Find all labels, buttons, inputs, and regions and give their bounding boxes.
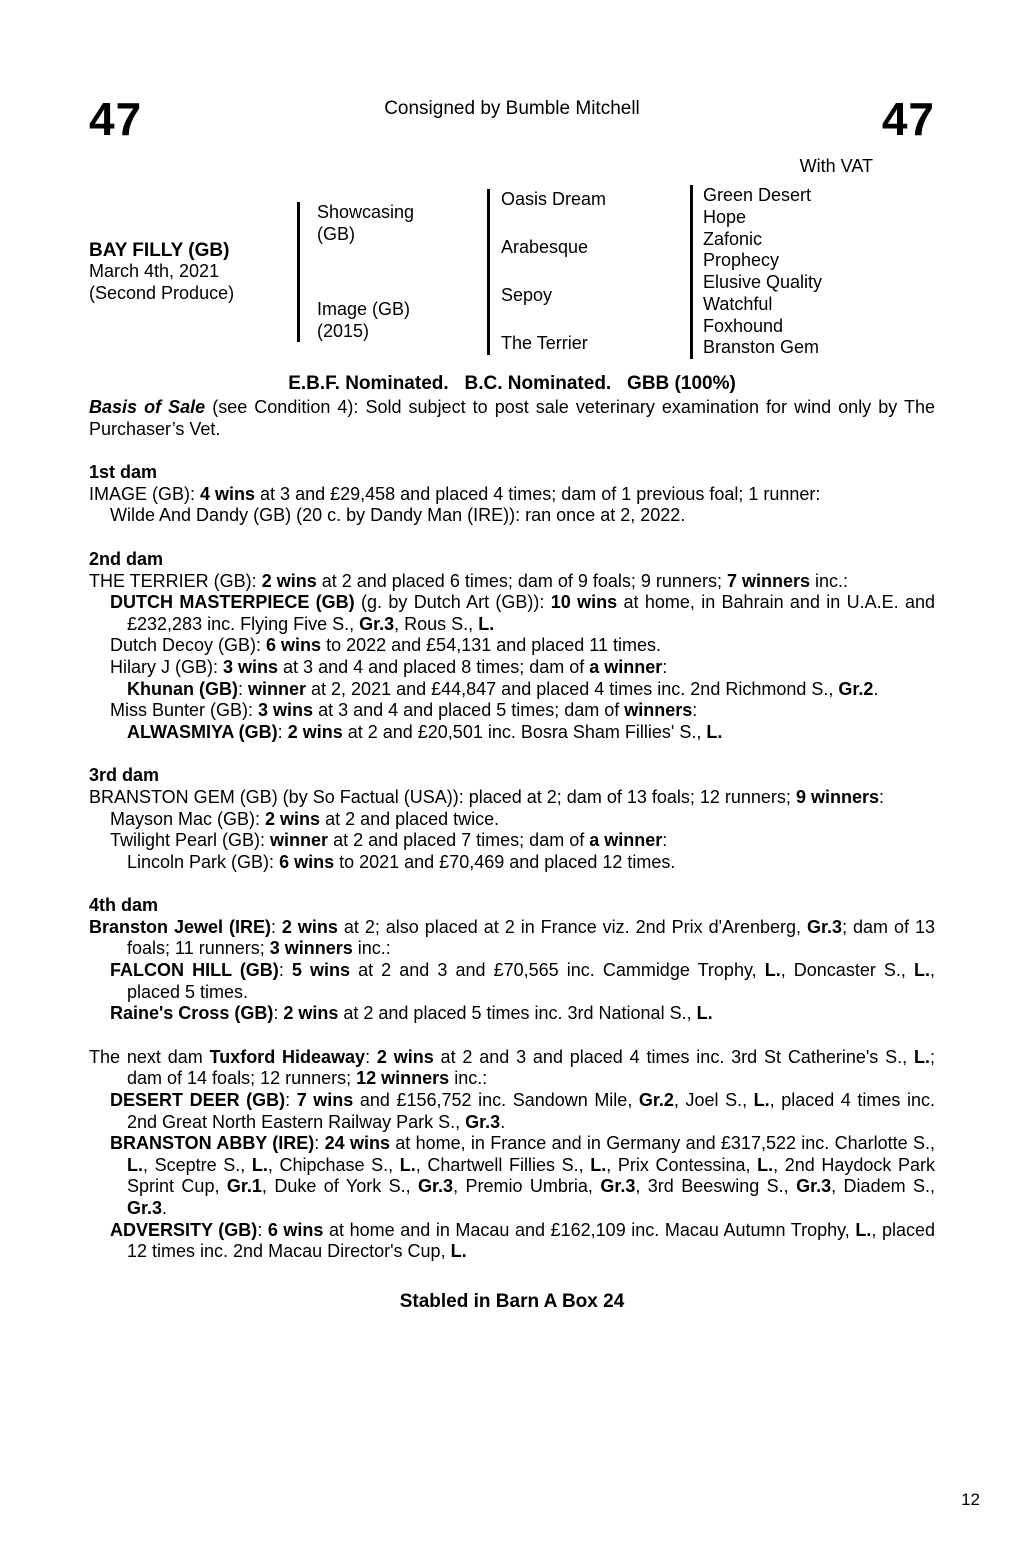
page-header xyxy=(89,93,935,145)
dam-section xyxy=(89,1047,935,1263)
pedigree-paragraph: Wilde And Dandy (GB) (20 c. by Dandy Man (IRE)): ran once at 2, 2022. xyxy=(110,505,686,526)
pedigree-paragraph: IMAGE (GB): 4 wins at 3 and £29,458 and placed 4 times; dam of 1 previous foal; 1 runner: xyxy=(89,483,821,504)
grandsire: Oasis Dream xyxy=(501,189,607,209)
pedigree-paragraph: THE TERRIER (GB): 2 wins at 2 and placed 6 times; dam of 9 foals; 9 runners; 7 winners inc.: xyxy=(89,570,848,591)
pedigree-generation-2 xyxy=(487,189,690,355)
pedigree-paragraph: Branston Jewel (IRE): 2 wins at 2; also placed at 2 in France viz. 2nd Prix d'Arenberg, Gr.3; dam of 13 foals; 11 runners; 3 winners inc.: xyxy=(89,916,935,959)
gen3-ancestor: Prophecy xyxy=(703,250,780,271)
dam-heading: 2nd dam xyxy=(89,548,164,569)
pedigree-table xyxy=(89,185,935,359)
gen3-ancestor: Foxhound xyxy=(703,315,784,336)
second-dam: The Terrier xyxy=(501,333,588,354)
pedigree-paragraph: Khunan (GB): winner at 2, 2021 and £44,847 and placed 4 times inc. 2nd Richmond S., Gr.2. xyxy=(127,678,879,699)
sire-suffix: (GB) xyxy=(317,223,355,244)
basis-of-sale: Basis of Sale (see Condition 4): Sold subject to post sale veterinary examination for wind only by The Purchaser’s Vet. xyxy=(89,397,935,439)
dam-year: (2015) xyxy=(317,320,370,341)
damsire: Sepoy xyxy=(501,285,553,306)
pedigree-paragraph: ADVERSITY (GB): 6 wins at home and in Macau and £162,109 inc. Macau Autumn Trophy, L., placed 12 times inc. 2nd Macau Director's Cup, L. xyxy=(110,1219,935,1262)
gen3-ancestor: Watchful xyxy=(703,293,773,314)
dam-heading: 3rd dam xyxy=(89,765,160,786)
pedigree-generation-3 xyxy=(690,185,935,359)
stabling-note: Stabled in Barn A Box 24 xyxy=(399,1290,625,1312)
gen3-ancestor: Branston Gem xyxy=(703,337,820,358)
foaling-date: March 4th, 2021 xyxy=(89,261,220,282)
pedigree-paragraph: Twilight Pearl (GB): winner at 2 and placed 7 times; dam of a winner: xyxy=(110,830,668,851)
granddam: Arabesque xyxy=(501,237,589,258)
produce-note: (Second Produce) xyxy=(89,282,235,303)
pedigree-paragraph: Mayson Mac (GB): 2 wins at 2 and placed twice. xyxy=(110,808,500,829)
pedigree-paragraph: DESERT DEER (GB): 7 wins and £156,752 inc. Sandown Mile, Gr.2, Joel S., L., placed 4 times inc. 2nd Great North Eastern Railway Park S., Gr.3. xyxy=(110,1090,935,1132)
gen3-ancestor: Green Desert xyxy=(703,185,812,205)
lot-number-left: 47 xyxy=(89,93,143,145)
vat-note: With VAT xyxy=(799,156,873,176)
pedigree-generation-1 xyxy=(297,202,487,342)
sire-cell xyxy=(317,202,487,245)
subject-horse-cell xyxy=(89,240,297,305)
dam-section xyxy=(89,895,935,1025)
dam-heading: 1st dam xyxy=(89,462,158,483)
dam-heading: 4th dam xyxy=(89,895,159,916)
dam-name: Image (GB) xyxy=(317,299,411,319)
pedigree-paragraph: FALCON HILL (GB): 5 wins at 2 and 3 and £70,565 inc. Cammidge Trophy, L., Doncaster S., L., placed 5 times. xyxy=(110,960,935,1002)
pedigree-paragraph: Miss Bunter (GB): 3 wins at 3 and 4 and placed 5 times; dam of winners: xyxy=(110,700,698,721)
pedigree-paragraph: BRANSTON GEM (GB) (by So Factual (USA)): placed at 2; dam of 13 foals; 12 runners; 9 winners: xyxy=(89,786,884,807)
pedigree-text-sections xyxy=(89,462,935,1263)
pedigree-paragraph: ALWASMIYA (GB): 2 wins at 2 and £20,501 inc. Bosra Sham Fillies' S., L. xyxy=(127,721,723,742)
dam-section xyxy=(89,462,935,527)
nomination-line: E.B.F. Nominated. B.C. Nominated. GBB (100%) xyxy=(288,373,736,394)
pedigree-paragraph: Lincoln Park (GB): 6 wins to 2021 and £70,469 and placed 12 times. xyxy=(127,851,676,872)
pedigree-paragraph: Raine's Cross (GB): 2 wins at 2 and placed 5 times inc. 3rd National S., L. xyxy=(110,1003,713,1024)
pedigree-paragraph: DUTCH MASTERPIECE (GB) (g. by Dutch Art (GB)): 10 wins at home, in Bahrain and in U.A.E. and £232,283 inc. Flying Five S., Gr.3, Rous S., L. xyxy=(110,592,936,634)
dam-section xyxy=(89,765,935,873)
consignor-line: Consigned by Bumble Mitchell xyxy=(384,98,640,119)
pedigree-paragraph: The next dam Tuxford Hideaway: 2 wins at 2 and 3 and placed 4 times inc. 3rd St Catherine's S., L.; dam of 14 foals; 12 runners; 12 winners inc.: xyxy=(89,1046,935,1089)
page-number: 12 xyxy=(961,1490,980,1509)
dam-cell xyxy=(317,299,487,342)
horse-name: BAY FILLY (GB) xyxy=(89,239,230,261)
dam-section xyxy=(89,549,935,743)
pedigree-paragraph: BRANSTON ABBY (IRE): 24 wins at home, in France and in Germany and £317,522 inc. Charlotte S., L., Sceptre S., L., Chipchase S., L., Chartwell Fillies S., L., Prix Contessina, L., 2nd Haydock Park Sprint Cup, Gr.1, Duke of York S., Gr.3, Premio Umbria, Gr.3, 3rd Beeswing S., Gr.3, Diadem S., Gr.3. xyxy=(110,1133,936,1218)
lot-number-right: 47 xyxy=(881,93,935,145)
pedigree-paragraph: Hilary J (GB): 3 wins at 3 and 4 and placed 8 times; dam of a winner: xyxy=(110,656,668,677)
pedigree-paragraph: Dutch Decoy (GB): 6 wins to 2022 and £54,131 and placed 11 times. xyxy=(110,635,662,656)
gen3-ancestor: Zafonic xyxy=(703,228,763,249)
gen3-ancestor: Elusive Quality xyxy=(703,272,823,293)
sire-name: Showcasing xyxy=(317,202,415,222)
gen3-ancestor: Hope xyxy=(703,206,747,227)
